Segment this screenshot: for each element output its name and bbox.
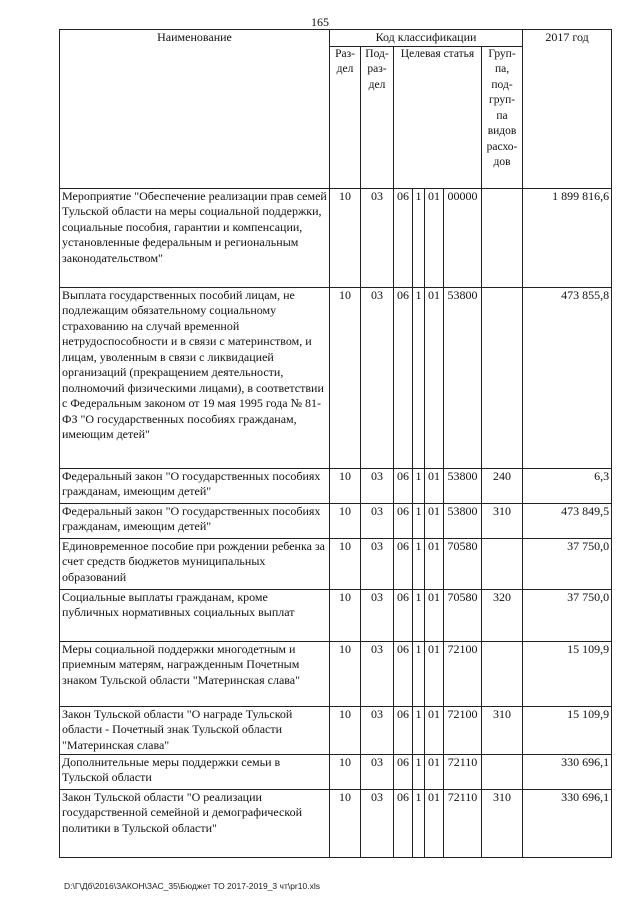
row-name: Федеральный закон "О государственных пособиях гражданам, имеющим детей" <box>60 503 330 538</box>
row-expense-type: 310 <box>482 789 523 857</box>
header-group: Груп- па, под- груп- па видов расхо- дов <box>482 46 523 188</box>
row-target-subprogram: 1 <box>413 188 425 287</box>
row-podrazdel: 03 <box>361 754 394 789</box>
row-expense-type <box>482 188 523 287</box>
row-amount: 330 696,1 <box>523 789 612 857</box>
row-razdel: 10 <box>330 706 361 754</box>
row-razdel: 10 <box>330 503 361 538</box>
row-razdel: 10 <box>330 789 361 857</box>
row-expense-type <box>482 754 523 789</box>
row-podrazdel: 03 <box>361 641 394 706</box>
row-name: Меры социальной поддержки многодетным и приемным матерям, награжденным Почетным знаком Тульской области "Материнская слава" <box>60 641 330 706</box>
row-name: Мероприятие "Обеспечение реализации прав семей Тульской области на меры социальной поддержки, социальные пособия, гарантии и компенсации, установленные федеральным и региональным законодательством" <box>60 188 330 287</box>
row-expense-type: 320 <box>482 589 523 641</box>
row-expense-type: 310 <box>482 706 523 754</box>
row-expense-type <box>482 287 523 468</box>
header-year: 2017 год <box>523 30 612 189</box>
row-razdel: 10 <box>330 188 361 287</box>
row-target-program: 06 <box>394 188 413 287</box>
row-target-subprogram: 1 <box>413 287 425 468</box>
row-name: Единовременное пособие при рождении ребенка за счет средств бюджетов муниципальных образований <box>60 538 330 589</box>
row-target-event: 01 <box>425 706 444 754</box>
row-target-direction: 70580 <box>444 538 482 589</box>
header-target: Целевая статья <box>394 46 482 188</box>
row-name: Федеральный закон "О государственных пособиях гражданам, имеющим детей" <box>60 468 330 503</box>
row-target-subprogram: 1 <box>413 789 425 857</box>
row-amount: 15 109,9 <box>523 706 612 754</box>
row-target-event: 01 <box>425 287 444 468</box>
row-target-direction: 72110 <box>444 789 482 857</box>
row-podrazdel: 03 <box>361 789 394 857</box>
row-razdel: 10 <box>330 287 361 468</box>
row-target-program: 06 <box>394 706 413 754</box>
row-target-event: 01 <box>425 789 444 857</box>
table-row <box>60 538 612 589</box>
row-target-direction: 70580 <box>444 589 482 641</box>
row-name: Выплата государственных пособий лицам, не подлежащим обязательному социальному страхованию на случай временной нетрудоспособности и в связи с материнством, и лицам, уволенным в связи с ликвидацией организаций (прекращением деятельности, полномочий физическими лицами), в соответствии с Федеральным законом от 19 мая 1995 года № 81-ФЗ "О государственных пособиях гражданам, имеющим детей" <box>60 287 330 468</box>
header-podrazdel: Под- раз- дел <box>361 46 394 188</box>
row-razdel: 10 <box>330 589 361 641</box>
row-podrazdel: 03 <box>361 287 394 468</box>
row-amount: 37 750,0 <box>523 589 612 641</box>
row-target-program: 06 <box>394 754 413 789</box>
table-row <box>60 706 612 754</box>
row-target-program: 06 <box>394 468 413 503</box>
row-target-direction: 53800 <box>444 287 482 468</box>
row-target-direction: 72100 <box>444 706 482 754</box>
row-razdel: 10 <box>330 641 361 706</box>
file-path-footer: D:\Г\Дб\2016\ЗАКОН\ЗАС_35\Бюджет ТО 2017-2019_3 чт\pr10.xls <box>64 881 320 891</box>
row-amount: 473 849,5 <box>523 503 612 538</box>
row-podrazdel: 03 <box>361 706 394 754</box>
row-expense-type: 310 <box>482 503 523 538</box>
row-name: Социальные выплаты гражданам, кроме публичных нормативных социальных выплат <box>60 589 330 641</box>
header-classification: Код классификации <box>330 30 523 47</box>
row-target-direction: 00000 <box>444 188 482 287</box>
row-target-direction: 53800 <box>444 503 482 538</box>
row-target-subprogram: 1 <box>413 589 425 641</box>
row-amount: 37 750,0 <box>523 538 612 589</box>
row-expense-type <box>482 641 523 706</box>
row-target-event: 01 <box>425 503 444 538</box>
row-target-program: 06 <box>394 789 413 857</box>
row-target-event: 01 <box>425 641 444 706</box>
row-amount: 330 696,1 <box>523 754 612 789</box>
row-amount: 473 855,8 <box>523 287 612 468</box>
row-target-event: 01 <box>425 188 444 287</box>
row-podrazdel: 03 <box>361 538 394 589</box>
page-number: 165 <box>311 15 329 29</box>
row-target-direction: 53800 <box>444 468 482 503</box>
row-razdel: 10 <box>330 538 361 589</box>
row-target-direction: 72110 <box>444 754 482 789</box>
header-razdel: Раз- дел <box>330 46 361 188</box>
row-target-event: 01 <box>425 538 444 589</box>
table-row <box>60 641 612 706</box>
table-row <box>60 789 612 857</box>
header-name: Наименование <box>60 30 330 189</box>
row-target-program: 06 <box>394 538 413 589</box>
table-row <box>60 188 612 287</box>
row-podrazdel: 03 <box>361 188 394 287</box>
row-amount: 1 899 816,6 <box>523 188 612 287</box>
table-row <box>60 287 612 468</box>
row-target-program: 06 <box>394 589 413 641</box>
row-target-event: 01 <box>425 754 444 789</box>
table-row <box>60 589 612 641</box>
row-amount: 6,3 <box>523 468 612 503</box>
row-target-subprogram: 1 <box>413 468 425 503</box>
row-target-event: 01 <box>425 468 444 503</box>
row-target-direction: 72100 <box>444 641 482 706</box>
row-razdel: 10 <box>330 468 361 503</box>
row-amount: 15 109,9 <box>523 641 612 706</box>
row-name: Дополнительные меры поддержки семьи в Тульской области <box>60 754 330 789</box>
row-name: Закон Тульской области "О награде Тульской области - Почетный знак Тульской области "Материнская слава" <box>60 706 330 754</box>
table-row <box>60 503 612 538</box>
row-podrazdel: 03 <box>361 589 394 641</box>
row-podrazdel: 03 <box>361 503 394 538</box>
row-expense-type <box>482 538 523 589</box>
table-row <box>60 468 612 503</box>
row-target-program: 06 <box>394 287 413 468</box>
row-target-program: 06 <box>394 641 413 706</box>
row-name: Закон Тульской области "О реализации государственной семейной и демографической политики в Тульской области" <box>60 789 330 857</box>
table-row <box>60 754 612 789</box>
row-podrazdel: 03 <box>361 468 394 503</box>
row-target-event: 01 <box>425 589 444 641</box>
budget-table <box>59 29 612 858</box>
row-target-subprogram: 1 <box>413 503 425 538</box>
row-target-subprogram: 1 <box>413 754 425 789</box>
row-target-program: 06 <box>394 503 413 538</box>
row-target-subprogram: 1 <box>413 538 425 589</box>
row-target-subprogram: 1 <box>413 641 425 706</box>
row-razdel: 10 <box>330 754 361 789</box>
row-expense-type: 240 <box>482 468 523 503</box>
row-target-subprogram: 1 <box>413 706 425 754</box>
